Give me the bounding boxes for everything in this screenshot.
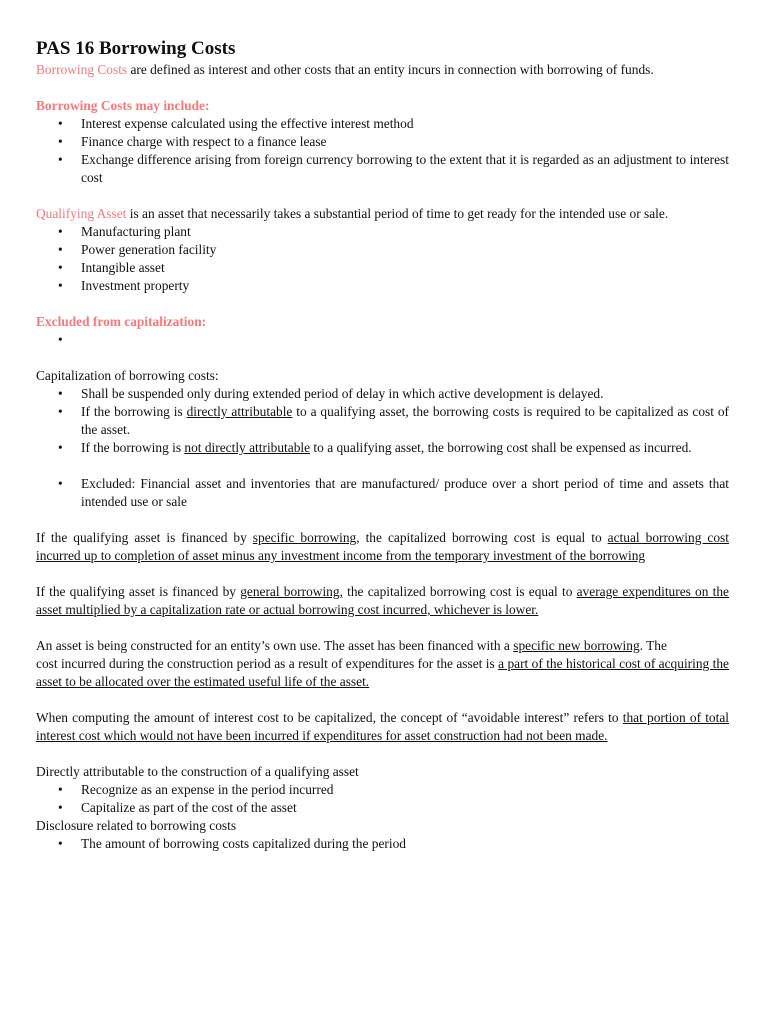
list-item: • Finance charge with respect to a finance lease: [81, 133, 729, 151]
specific-borrowing-paragraph: If the qualifying asset is financed by specific borrowing, the capitalized borrowing cost is equal to actual borrowing cost incurred up to completion of asset minus any investment income from the temporary investment of the borrowing: [36, 530, 729, 563]
own-use-paragraph: An asset is being constructed for an entity’s own use. The asset has been financed with a specific new borrowing. The cost incurred during the construction period as a result of expenditures for the asset is a part of the historical cost of acquiring the asset to be allocated over the estimated useful life of the asset.: [36, 638, 729, 689]
excluded-heading: Excluded from capitalization:: [36, 314, 207, 329]
capitalization-heading: Capitalization of borrowing costs:: [36, 368, 219, 383]
disclosure-list: [36, 835, 729, 853]
general-borrowing-paragraph: If the qualifying asset is financed by general borrowing, the capitalized borrowing cost is equal to average expenditures on the asset multiplied by a capitalization rate or actual borrowing cost incurred, whichever is lower.: [36, 584, 730, 617]
intro-paragraph: Borrowing Costs are defined as interest and other costs that an entity incurs in connection with borrowing of funds.: [36, 62, 654, 77]
may-include-list: [36, 115, 729, 187]
qualifying-asset-list: [36, 223, 729, 295]
list-item: • Intangible asset: [81, 259, 729, 277]
empty-list-item: [81, 331, 729, 349]
disclosure-heading: Disclosure related to borrowing costs: [36, 818, 237, 833]
list-item: • If the borrowing is directly attributable to a qualifying asset, the borrowing costs is required to be capitalized as cost of the asset.: [81, 403, 729, 439]
capitalization-list: [36, 385, 729, 511]
list-item: • Interest expense calculated using the effective interest method: [81, 115, 729, 133]
list-item: • Power generation facility: [81, 241, 729, 259]
document-title: PAS 16 Borrowing Costs: [36, 38, 236, 59]
qualifying-asset-paragraph: Qualifying Asset is an asset that necessarily takes a substantial period of time to get ready for the intended use or sale.: [36, 206, 669, 221]
spacer-item: [81, 457, 729, 475]
list-item: • Shall be suspended only during extended period of delay in which active development is delayed.: [81, 385, 729, 403]
may-include-heading: Borrowing Costs may include:: [36, 98, 210, 113]
list-item: • Investment property: [81, 277, 729, 295]
list-item: • Exchange difference arising from foreign currency borrowing to the extent that it is regarded as an adjustment to interest cost: [81, 151, 729, 187]
term-borrowing-costs: Borrowing Costs: [36, 62, 128, 77]
list-item: • Manufacturing plant: [81, 223, 729, 241]
list-item: • Capitalize as part of the cost of the asset: [81, 799, 729, 817]
list-item: • If the borrowing is not directly attributable to a qualifying asset, the borrowing cost shall be expensed as incurred.: [81, 439, 729, 457]
excluded-list: [36, 331, 729, 349]
term-qualifying-asset: Qualifying Asset: [36, 206, 127, 221]
directly-attributable-list: [36, 781, 729, 817]
list-item: • Recognize as an expense in the period incurred: [81, 781, 729, 799]
avoidable-interest-paragraph: When computing the amount of interest cost to be capitalized, the concept of “avoidable interest” refers to that portion of total interest cost which would not have been incurred if expenditures for asset construction had not been made.: [36, 710, 730, 743]
list-item: • The amount of borrowing costs capitalized during the period: [81, 835, 729, 853]
list-item: • Excluded: Financial asset and inventories that are manufactured/ produce over a short period of time and assets that intended use or sale: [81, 475, 729, 511]
directly-attributable-heading: Directly attributable to the construction of a qualifying asset: [36, 764, 359, 779]
